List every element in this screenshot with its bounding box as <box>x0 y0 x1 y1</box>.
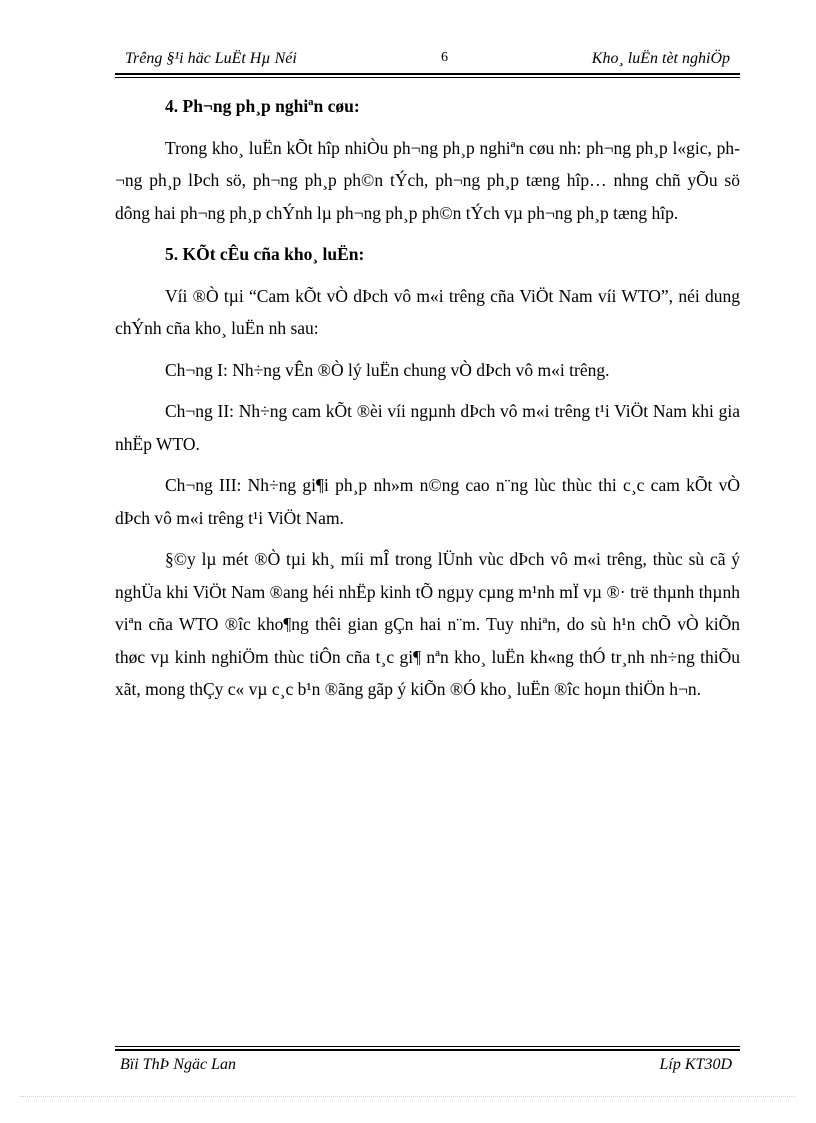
page-number: 6 <box>441 50 448 65</box>
paragraph-methods: Trong kho¸ luËn kÕt hîp nhiÒu ph¬ng ph¸p nghiªn cøu nh: ph¬ng ph¸p l«gic, ph¬ng ph¸p lÞch sö, ph¬ng ph¸p ph©n tÝch, ph¬ng ph¸p tæng hîp… nhng chñ yÕu sö dông hai ph¬ng ph¸p chÝnh lµ ph¬ng ph¸p ph©n tÝch vµ ph¬ng ph¸p tæng hîp. <box>115 137 740 223</box>
footer-rule-thick <box>115 1049 740 1051</box>
header-thesis-label: Kho¸ luËn tèt nghiÖp <box>591 50 730 67</box>
footer-author: Bïi ThÞ Ngäc Lan <box>120 1056 237 1073</box>
header-rule-thin <box>115 77 740 78</box>
section-heading-methods: 4. Ph¬ng ph¸p nghiªn cøu: <box>165 96 360 116</box>
paragraph-closing: §©y lµ mét ®Ò tµi kh¸ míi mÎ trong lÜnh vùc dÞch vô m«i trêng, thùc sù cã ý nghÜa khi ViÖt Nam ®ang héi nhËp kinh tÕ ngµy cµng m¹nh mÏ vµ ®· trë thµnh thµnh viªn cña WTO ®îc kho¶ng thêi gian gÇn hai n¨m. Tuy nhiªn, do sù h¹n chÕ vÒ kiÕn thøc vµ kinh nghiÖm thùc tiÔn cña t¸c gi¶ nªn kho¸ luËn kh«ng thÓ tr¸nh nh÷ng thiÕu xãt, mong thÇy c« vµ c¸c b¹n ®ãng gãp ý kiÕn ®Ó kho¸ luËn ®îc hoµn thiÖn h¬n. <box>115 549 740 699</box>
chapter-1: Ch¬ng I: Nh÷ng vÊn ®Ò lý luËn chung vÒ dÞch vô m«i trêng. <box>165 359 610 380</box>
chapter-2: Ch¬ng II: Nh÷ng cam kÕt ®èi víi ngµnh dÞch vô m«i trêng t¹i ViÖt Nam khi gia nhËp WTO. <box>115 401 740 454</box>
chapter-3: Ch¬ng III: Nh÷ng gi¶i ph¸p nh»m n©ng cao n¨ng lùc thùc thi c¸c cam kÕt vÒ dÞch vô m«i trêng t¹i ViÖt Nam. <box>115 475 740 528</box>
paragraph-structure: Víi ®Ò tµi “Cam kÕt vÒ dÞch vô m«i trêng cña ViÖt Nam víi WTO”, néi dung chÝnh cña kho¸ luËn nh sau: <box>115 285 740 338</box>
header-rule-thick <box>115 73 740 75</box>
footer-class: Líp KT30D <box>659 1056 732 1073</box>
document-body <box>115 90 740 715</box>
footer-rule-thin <box>115 1046 740 1047</box>
section-heading-structure: 5. KÕt cÊu cña kho¸ luËn: <box>165 244 365 264</box>
page-footer <box>115 1056 740 1078</box>
page-header <box>115 50 740 72</box>
header-university: Trêng §¹i häc LuËt Hµ Néi <box>125 50 297 67</box>
page-bottom-dotted-line <box>20 1096 796 1097</box>
